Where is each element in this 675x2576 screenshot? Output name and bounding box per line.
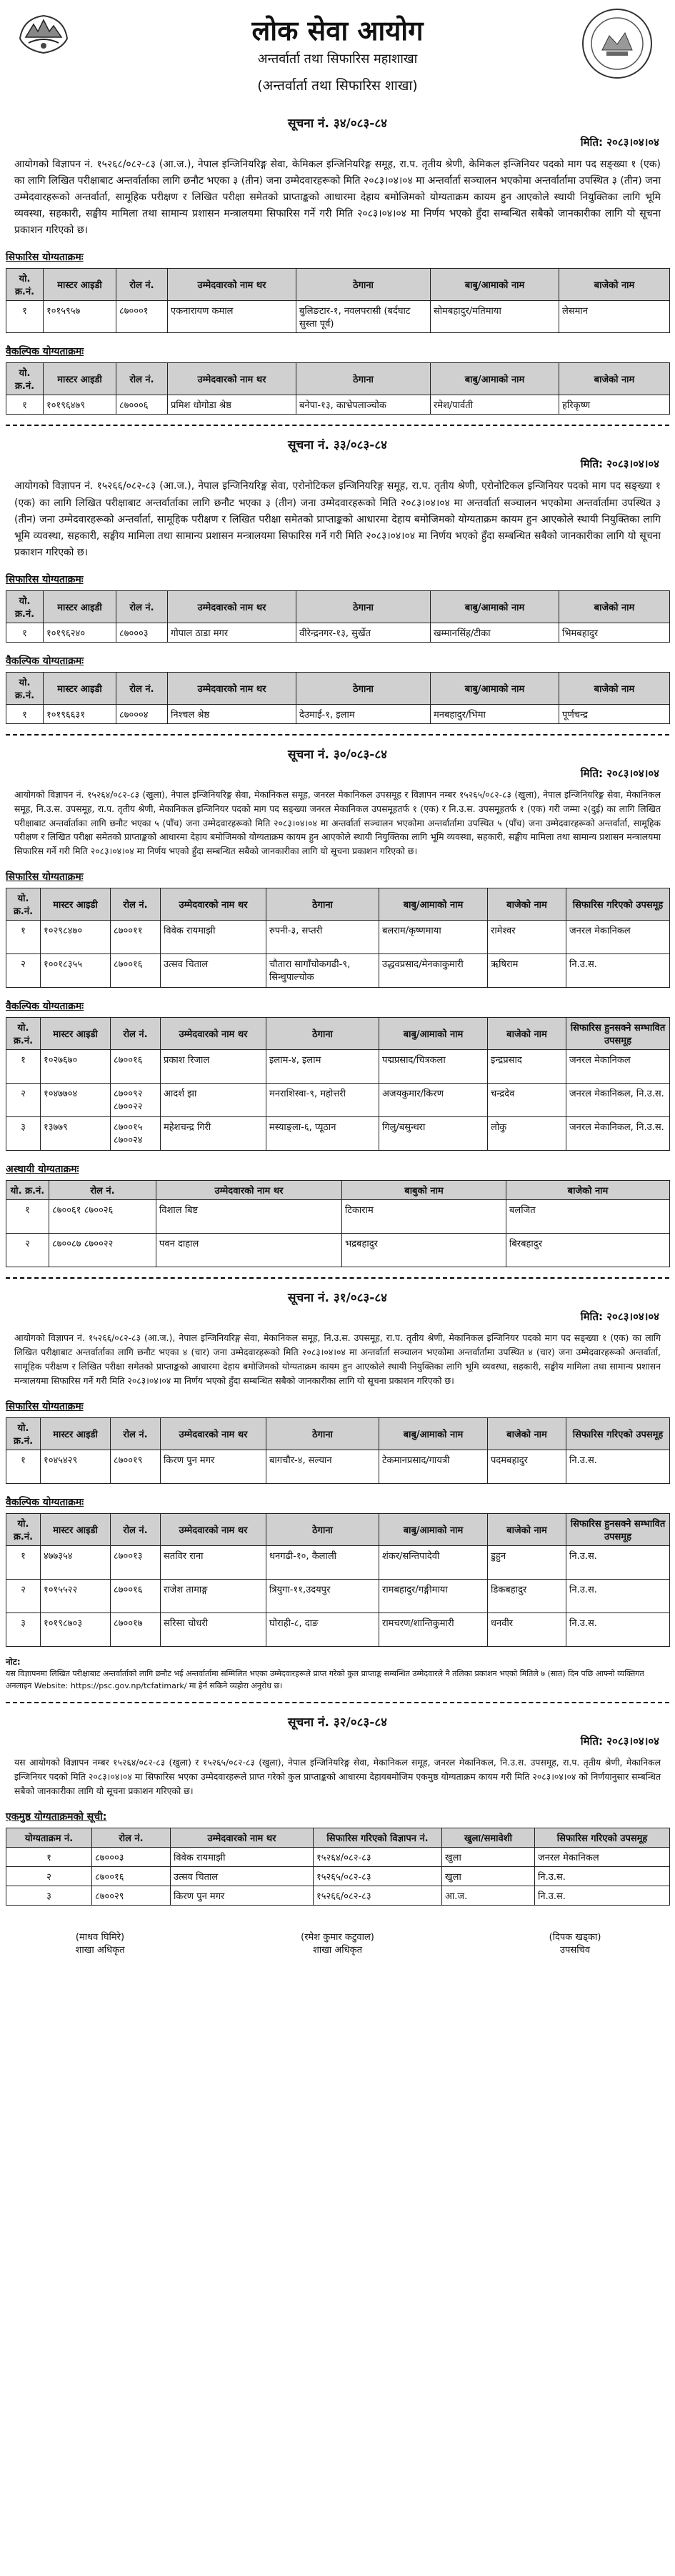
alternate-table <box>6 1017 670 1151</box>
section-label: सिफारिस योग्यताक्रमः <box>6 252 84 264</box>
table-cell: १०१९६४७९ <box>44 395 116 415</box>
table-cell: १ <box>6 1200 49 1234</box>
recommendation-table <box>6 888 670 988</box>
column-header: ठेगाना <box>296 672 431 704</box>
table-cell: १०१९६२४० <box>44 623 116 642</box>
table-cell: जनरल मेकानिकल <box>566 1050 670 1084</box>
column-header: मास्टर आइडी <box>44 363 116 395</box>
column-header: रोल नं. <box>111 1417 161 1450</box>
table-cell: १ <box>6 921 41 954</box>
table-cell: उत्सव चिताल <box>171 1866 314 1886</box>
table-cell: विवेक रायमाझी <box>161 921 266 954</box>
section-divider <box>6 1702 669 1703</box>
table-row <box>6 301 670 333</box>
column-header: बाबु/आमाको नाम <box>379 1018 488 1050</box>
column-header: बाबु/आमाको नाम <box>431 363 559 395</box>
notice-date: मिति: २०८३।०४।०४ <box>580 1735 659 1748</box>
column-header: उम्मेदवारको नाम थर <box>161 1513 266 1545</box>
column-header: खुला/समावेशी <box>442 1828 535 1847</box>
table-row <box>6 1545 670 1579</box>
table-cell: रामचरण/शान्तिकुमारी <box>379 1613 488 1646</box>
table-cell: खुला <box>442 1866 535 1886</box>
table-cell: सोमबहादुर/मतिमाया <box>431 301 559 333</box>
column-header: बाजेको नाम <box>506 1181 670 1200</box>
column-header: मास्टर आइडी <box>44 672 116 704</box>
column-header: बाजेको नाम <box>488 1417 566 1450</box>
column-header: यो. क्र.नं. <box>6 363 44 395</box>
table-cell: खुला <box>442 1847 535 1866</box>
column-header: बाबु/आमाको नाम <box>431 269 559 301</box>
table-cell: टेकमानप्रसाद/गायत्री <box>379 1450 488 1483</box>
table-cell: उत्सव चिताल <box>161 954 266 988</box>
section-divider <box>6 425 669 426</box>
table-cell: ८७००६१ ८७००२६ <box>49 1200 156 1234</box>
table-header-row <box>6 269 670 301</box>
table-cell: ८७००१३ <box>111 1545 161 1579</box>
table-cell: गिलु/बसुन्धरा <box>379 1117 488 1151</box>
notice-title: सूचना नं. ३०/०८३-८४ <box>288 747 387 762</box>
table-cell: १०१५५२२ <box>41 1579 111 1613</box>
column-header: रोल नं. <box>49 1181 156 1200</box>
table-row <box>6 1234 670 1267</box>
table-cell: जनरल मेकानिकल <box>535 1847 670 1866</box>
table-cell: १ <box>6 623 44 642</box>
table-header-row <box>6 672 670 704</box>
table-cell: शंकर/सन्तिपादेवी <box>379 1545 488 1579</box>
column-header: मास्टर आइडी <box>41 1417 111 1450</box>
table-cell: ८७००१६ <box>111 954 161 988</box>
table-header-row <box>6 1181 670 1200</box>
signatory-name: (माधव घिमिरे) <box>75 1931 125 1943</box>
table-cell: किरण पुन मगर <box>171 1886 314 1905</box>
notice-body: आयोगको विज्ञापन नं. १५२६८/०८२-८३ (आ.ज.), नेपाल इन्जिनियरिङ्ग सेवा, केमिकल इन्जिनियरिङ्ग समूह, रा.प. तृतीय श्रेणी, केमिकल इन्जिनियर पदको माग पद सङ्ख्या १ (एक) का लागि लिखित परीक्षाबाट अन्तर्वार्ताका लागि छनौट भएका ३ (तीन) जना उम्मेदवारहरूको मिति २०८३।०४।०४ मा अन्तर्वार्ता सञ्चालन भएकोमा अन्तर्वार्तामा उपस्थित ३ (तीन) जना उम्मेदवारहरूको अन्तर्वार्ता, सामूहिक परीक्षण र लिखित परीक्षा समेतको प्राप्ताङ्कको आधारमा देहाय बमोजिमको योग्यताक्रम कायम हुन आएकोले स्थायी नियुक्तिका लागि भूमि व्यवस्था, सहकारी, सङ्घीय मामिला तथा सामान्य प्रशासन मन्त्रालयमा सिफारिस गर्ने गरी मिति २०८३।०४।०४ मा निर्णय भएको हुँदा सम्बन्धित सबैको जानकारीका लागि यो सूचना प्रकाशन गरिएको छ। <box>14 159 661 237</box>
column-header: बाजेको नाम <box>488 1018 566 1050</box>
table-cell: १५२६६/०८२-८३ <box>314 1886 442 1905</box>
table-row <box>6 1117 670 1151</box>
table-cell: घोराही-८, दाङ <box>266 1613 379 1646</box>
notice-title: सूचना नं. ३१/०८३-८४ <box>288 1291 387 1306</box>
column-header: यो. क्र.नं. <box>6 1018 41 1050</box>
section-label: अस्थायी योग्यताक्रमः <box>6 1164 79 1176</box>
notice-body: यस आयोगको विज्ञापन नम्बर १५२६४/०८२-८३ (खुला) र १५२६५/०८२-८३ (खुला), नेपाल इन्जिनियरिङ्ग सेवा, मेकानिकल समूह, जनरल मेकानिकल, नि.उ.स. उपसमूह, रा.प. तृतीय श्रेणी, मेकानिकल इन्जिनियर पदको मिति २०८३।०४।०४ मा सिफारिस भएका उम्मेदवारहरूले प्राप्त गरेको कुल प्राप्ताङ्कको आधारमा देहायबमोजिम एकमुष्ठ योग्यताक्रम कायम गरी मिति २०८३।०४।०४ को निर्णयानुसार सम्बन्धित सबैको जानकारीका लागि यो सूचना प्रकाशन गरिएको छ। <box>14 1757 661 1796</box>
table-cell: ८७००१७ <box>111 1613 161 1646</box>
column-header: योग्यताक्रम नं. <box>6 1828 92 1847</box>
table-cell: नि.उ.स. <box>566 1613 670 1646</box>
column-header: मास्टर आइडी <box>41 1513 111 1545</box>
table-cell: १५२६४/०८२-८३ <box>314 1847 442 1866</box>
table-cell: ८७००१६ <box>92 1866 171 1886</box>
column-header: रोल नं. <box>92 1828 171 1847</box>
table-cell: बिरबहादुर <box>506 1234 670 1267</box>
table-cell: ३ <box>6 1613 41 1646</box>
column-header: बाबु/आमाको नाम <box>379 1513 488 1545</box>
table-cell: खम्मानसिंह/टीका <box>431 623 559 642</box>
section-label: एकमुष्ठ योग्यताक्रमको सूची: <box>6 1810 107 1823</box>
table-row <box>6 395 670 415</box>
signatory <box>504 1930 646 1956</box>
table-cell: १ <box>6 1545 41 1579</box>
table-cell: ४७७३५४ <box>41 1545 111 1579</box>
table-cell: भद्रबहादुर <box>342 1234 506 1267</box>
column-header: बाजेको नाम <box>488 888 566 921</box>
table-cell: प्रमिश धोगोडा श्रेष्ठ <box>168 395 296 415</box>
table-cell: मनबहादुर/भिमा <box>431 704 559 723</box>
section-label: वैकल्पिक योग्यताक्रमः <box>6 655 84 667</box>
table-cell: २ <box>6 954 41 988</box>
column-header: सिफारिस गरिएको उपसमूह <box>566 888 670 921</box>
column-header: रोल नं. <box>111 1018 161 1050</box>
signatory <box>29 1930 171 1956</box>
table-cell: किरण पुन मगर <box>161 1450 266 1483</box>
table-row <box>6 1084 670 1117</box>
column-header: बाजेको नाम <box>559 590 670 623</box>
notice-title: सूचना नं. ३३/०८३-८४ <box>288 438 387 453</box>
column-header: सिफारिस गरिएको विज्ञापन नं. <box>314 1828 442 1847</box>
table-header-row <box>6 590 670 623</box>
table-cell: एकनारायण कमाल <box>168 301 296 333</box>
table-cell: ३ <box>6 1886 92 1905</box>
table-cell: ८७००८७ ८७००२२ <box>49 1234 156 1267</box>
table-cell: १ <box>6 1847 92 1866</box>
column-header: रोल नं. <box>116 269 168 301</box>
table-header-row <box>6 1513 670 1545</box>
column-header: बाबु/आमाको नाम <box>431 590 559 623</box>
table-cell: विशाल बिष्ट <box>156 1200 342 1234</box>
table-cell: २ <box>6 1866 92 1886</box>
table-cell: उद्धवप्रसाद/मेनकाकुमारी <box>379 954 488 988</box>
table-cell: १०२७६७० <box>41 1050 111 1084</box>
table-cell: २ <box>6 1234 49 1267</box>
column-header: बाजेको नाम <box>559 672 670 704</box>
consolidated-merit-table <box>6 1828 670 1906</box>
table-header-row <box>6 1828 670 1847</box>
signatory-post: शाखा अधिकृत <box>75 1944 125 1956</box>
column-header: मास्टर आइडी <box>44 590 116 623</box>
column-header: बाबु/आमाको नाम <box>379 1417 488 1450</box>
column-header: यो. क्र.नं. <box>6 1417 41 1450</box>
section-label: सिफारिस योग्यताक्रमः <box>6 573 84 585</box>
table-cell: आदर्श झा <box>161 1084 266 1117</box>
table-cell: १५२६५/०८२-८३ <box>314 1866 442 1886</box>
table-cell: २ <box>6 1579 41 1613</box>
table-cell: ८७०००३ <box>92 1847 171 1866</box>
table-cell: बनेपा-१३, काभ्रेपलाञ्चोक <box>296 395 431 415</box>
table-cell: पदमबहादुर <box>488 1450 566 1483</box>
table-row <box>6 1613 670 1646</box>
page-header <box>0 0 675 107</box>
table-cell: जनरल मेकानिकल <box>566 921 670 954</box>
table-cell: हरिकृष्ण <box>559 395 670 415</box>
column-header: उम्मेदवारको नाम थर <box>161 1018 266 1050</box>
signatory <box>266 1930 409 1956</box>
column-header: उम्मेदवारको नाम थर <box>168 363 296 395</box>
table-cell: महेशचन्द्र गिरी <box>161 1117 266 1151</box>
table-row <box>6 1579 670 1613</box>
column-header: उम्मेदवारको नाम थर <box>171 1828 314 1847</box>
table-cell: १०१९६६३१ <box>44 704 116 723</box>
table-cell: १०१९८७०३ <box>41 1613 111 1646</box>
table-cell: १ <box>6 1450 41 1483</box>
commission-title: लोक सेवा आयोग <box>251 15 424 46</box>
table-cell: रमेश/पार्वती <box>431 395 559 415</box>
column-header: उम्मेदवारको नाम थर <box>156 1181 342 1200</box>
table-header-row <box>6 1018 670 1050</box>
column-header: बाबु/आमाको नाम <box>379 888 488 921</box>
bottom-spacer <box>0 1963 675 1977</box>
column-header: ठेगाना <box>266 888 379 921</box>
column-header: रोल नं. <box>116 590 168 623</box>
column-header: सिफारिस हुनसक्ने सम्भावित उपसमूह <box>566 1513 670 1545</box>
table-row <box>6 1847 670 1866</box>
table-cell: इलाम-४, इलाम <box>266 1050 379 1084</box>
alternate-table <box>6 672 670 724</box>
table-cell: पद्मप्रसाद/चित्रकला <box>379 1050 488 1084</box>
table-cell: १ <box>6 395 44 415</box>
table-row <box>6 921 670 954</box>
table-cell: धनगढी-१०, कैलाली <box>266 1545 379 1579</box>
table-row <box>6 1866 670 1886</box>
section-label: सिफारिस योग्यताक्रमः <box>6 1400 84 1412</box>
table-cell: रामेश्वर <box>488 921 566 954</box>
column-header: ठेगाना <box>296 363 431 395</box>
notice-date: मिति: २०८३।०४।०४ <box>580 766 659 780</box>
table-cell: बागचौर-४, सल्यान <box>266 1450 379 1483</box>
table-cell: आ.ज. <box>442 1886 535 1905</box>
table-cell: बलराम/कृष्णमाया <box>379 921 488 954</box>
notice-body: आयोगको विज्ञापन नं. १५२६६/०८२-८३ (आ.ज.), नेपाल इन्जिनियरिङ्ग सेवा, एरोनोटिकल इन्जिनियरिङ्ग समूह, रा.प. तृतीय श्रेणी, एरोनोटिकल इन्जिनियर पदको माग पद सङ्ख्या १ (एक) का लागि लिखित परीक्षाबाट अन्तर्वार्ताका लागि छनौट भएका ३ (तीन) जना उम्मेदवारहरूको मिति २०८३।०४।०४ मा अन्तर्वार्ता सञ्चालन भएकोमा अन्तर्वार्तामा उपस्थित ३ (तीन) जना उम्मेदवारहरूको अन्तर्वार्ता, सामूहिक परीक्षण र लिखित परीक्षा समेतको प्राप्ताङ्कको आधारमा देहाय बमोजिमको योग्यताक्रम कायम हुन आएकोले स्थायी नियुक्तिका लागि भूमि व्यवस्था, सहकारी, सङ्घीय मामिला तथा सामान्य प्रशासन मन्त्रालयमा सिफारिस गर्ने गरी मिति २०८३।०४।०४ मा निर्णय भएको हुँदा सम्बन्धित सबैको जानकारीका लागि यो सूचना प्रकाशन गरिएको छ। <box>14 480 661 558</box>
table-cell: ३ <box>6 1117 41 1151</box>
column-header: मास्टर आइडी <box>41 1018 111 1050</box>
table-cell: नि.उ.स. <box>566 1545 670 1579</box>
table-cell: डिकबहादुर <box>488 1579 566 1613</box>
table-cell: रुपनी-३, सप्तरी <box>266 921 379 954</box>
column-header: सिफारिस हुनसक्ने सम्भावित उपसमूह <box>566 1018 670 1050</box>
column-header: यो. क्र.नं. <box>6 888 41 921</box>
table-cell: देउमाई-१, इलाम <box>296 704 431 723</box>
table-row <box>6 623 670 642</box>
column-header: यो. क्र.नं. <box>6 590 44 623</box>
table-cell: १ <box>6 301 44 333</box>
table-cell: १०४७७०४ <box>41 1084 111 1117</box>
column-header: मास्टर आइडी <box>41 888 111 921</box>
section-label: सिफारिस योग्यताक्रमः <box>6 871 84 883</box>
column-header: सिफारिस गरिएको उपसमूह <box>535 1828 670 1847</box>
table-cell: लोकु <box>488 1117 566 1151</box>
table-cell: ऋषिराम <box>488 954 566 988</box>
column-header: उम्मेदवारको नाम थर <box>168 269 296 301</box>
signatory-post: शाखा अधिकृत <box>312 1944 363 1956</box>
table-cell: इन्द्रप्रसाद <box>488 1050 566 1084</box>
column-header: उम्मेदवारको नाम थर <box>161 888 266 921</box>
alternate-table <box>6 362 670 415</box>
table-cell: ८७०००६ <box>116 395 168 415</box>
recommendation-table <box>6 1417 670 1484</box>
column-header: उम्मेदवारको नाम थर <box>161 1417 266 1450</box>
column-header: रोल नं. <box>116 363 168 395</box>
table-cell: रामबहादुर/गङ्गीमाया <box>379 1579 488 1613</box>
table-cell: १०२९८४७० <box>41 921 111 954</box>
alternate-table <box>6 1513 670 1647</box>
table-cell: सरिसा चोधरी <box>161 1613 266 1646</box>
table-cell: जनरल मेकानिकल, नि.उ.स. <box>566 1117 670 1151</box>
section-label: वैकल्पिक योग्यताक्रमः <box>6 1496 84 1508</box>
section-title: (अन्तर्वार्ता तथा सिफारिस शाखा) <box>257 78 418 94</box>
table-cell: बुलिङटार-१, नवलपरासी (बर्दघाट सुस्ता पूर्व) <box>296 301 431 333</box>
table-cell: १ <box>6 1050 41 1084</box>
table-cell: ८७००१६ <box>111 1050 161 1084</box>
table-header-row <box>6 363 670 395</box>
table-cell: ८७०००४ <box>116 704 168 723</box>
table-cell: सतविर राना <box>161 1545 266 1579</box>
column-header: यो. क्र.नं. <box>6 269 44 301</box>
note-text: यस विज्ञापनमा लिखित परीक्षाबाट अन्तर्वार्ताको लागि छनौट भई अन्तर्वार्तामा सम्मिलित भएका उम्मेदवारहरूले प्राप्त गरेको कुल प्राप्ताङ्क सम्बन्धित उम्मेदवारले नै तलिका प्रकाशन भएको मितिले ७ (सात) दिन पछि आफ्नो व्यक्तिगत अनलाइन Website: https://psc.gov.np/tcfatimark/ मा हेर्न सकिने व्यहोरा अनुरोध छ। <box>6 1669 644 1690</box>
table-cell: पवन दाहाल <box>156 1234 342 1267</box>
table-row <box>6 954 670 988</box>
column-header: रोल नं. <box>111 1513 161 1545</box>
table-cell: चन्द्रदेव <box>488 1084 566 1117</box>
table-cell: मस्याङ्ला-६, प्यूठान <box>266 1117 379 1151</box>
table-header-row <box>6 888 670 921</box>
signatory-name: (रमेश कुमार कटुवाल) <box>301 1931 374 1943</box>
column-header: ठेगाना <box>296 590 431 623</box>
table-cell: निश्चल श्रेष्ठ <box>168 704 296 723</box>
table-cell: अजयकुमार/किरण <box>379 1084 488 1117</box>
signature-block <box>29 1930 646 1956</box>
notice-date: मिति: २०८३।०४।०४ <box>580 136 659 149</box>
notice-date: मिति: २०८३।०४।०४ <box>580 1310 659 1324</box>
table-cell: नि.उ.स. <box>566 1450 670 1483</box>
psc-seal-icon <box>581 7 654 80</box>
table-cell: १ <box>6 704 44 723</box>
table-cell: चौतारा सागाँचोकगढी-९, सिन्धुपाल्चोक <box>266 954 379 988</box>
table-cell: नि.उ.स. <box>566 954 670 988</box>
column-header: सिफारिस गरिएको उपसमूह <box>566 1417 670 1450</box>
section-label: वैकल्पिक योग्यताक्रमः <box>6 346 84 358</box>
section-divider <box>6 1277 669 1279</box>
table-row <box>6 1886 670 1905</box>
table-cell: ८७०००१ <box>116 301 168 333</box>
signatory-name: (दिपक खड्का) <box>549 1931 601 1943</box>
table-row <box>6 1050 670 1084</box>
table-row <box>6 1200 670 1234</box>
column-header: मास्टर आइडी <box>44 269 116 301</box>
table-cell: टिकाराम <box>342 1200 506 1234</box>
column-header: उम्मेदवारको नाम थर <box>168 590 296 623</box>
table-cell: वीरेन्द्रनगर-१३, सुर्खेत <box>296 623 431 642</box>
table-cell: बलजित <box>506 1200 670 1234</box>
table-cell: भिमबहादुर <box>559 623 670 642</box>
table-row <box>6 1450 670 1483</box>
table-cell: पूर्णचन्द्र <box>559 704 670 723</box>
table-cell: विवेक रायमाझी <box>171 1847 314 1866</box>
table-cell: मनराशिस्वा-९, महोत्तरी <box>266 1084 379 1117</box>
table-cell: १००१८३५५ <box>41 954 111 988</box>
table-cell: त्रियुगा-११,उदयपुर <box>266 1579 379 1613</box>
column-header: रोल नं. <box>111 888 161 921</box>
recommendation-table <box>6 590 670 643</box>
column-header: ठेगाना <box>266 1417 379 1450</box>
table-cell: ८७००२९ <box>92 1886 171 1905</box>
column-header: ठेगाना <box>266 1513 379 1545</box>
table-cell: २ <box>6 1084 41 1117</box>
table-cell: डुहुन <box>488 1545 566 1579</box>
table-cell: १३७७९ <box>41 1117 111 1151</box>
column-header: रोल नं. <box>116 672 168 704</box>
column-header: बाजेको नाम <box>559 269 670 301</box>
table-cell: १०४५४२९ <box>41 1450 111 1483</box>
note-block <box>6 1655 669 1693</box>
recommendation-table <box>6 268 670 333</box>
column-header: बाबुको नाम <box>342 1181 506 1200</box>
notice-body: आयोगको विज्ञापन नं. १५२६४/०८२-८३ (खुला), नेपाल इन्जिनियरिङ्ग सेवा, मेकानिकल समूह, जनरल मेकानिकल उपसमूह र विज्ञापन नम्बर १५२६५/०८२-८३ (खुला), नेपाल इन्जिनियरिङ्ग सेवा, मेकानिकल समूह, नि.उ.स. उपसमूह, रा.प. तृतीय श्रेणी, मेकानिकल इन्जिनियर पदको माग पद सङ्ख्या जनरल मेकानिकल उपसमूहतर्फ १ (एक) र नि.उ.स. उपसमूहतर्फ १ (एक) गरी जम्मा २(दुई) का लागि लिखित परीक्षाबाट अन्तर्वार्ताका लागि छनौट भएका ५ (पाँच) जना उम्मेदवारहरूको मिति २०८३।०४।०४ मा अन्तर्वार्ता सञ्चालन भएकोमा अन्तर्वार्तामा उपस्थित ५ (पाँच) जना उम्मेदवारहरूको अन्तर्वार्ता, सामूहिक परीक्षण र लिखित परीक्षा समेतको प्राप्ताङ्कको आधारमा देहाय बमोजिमको योग्यताक्रम कायम हुन आएकोले स्थायी नियुक्तिका लागि भूमि व्यवस्था, सहकारी, सङ्घीय मामिला तथा सामान्य प्रशासन मन्त्रालयमा सिफारिस गर्ने गरी मिति २०८३।०४।०४ मा निर्णय भएको हुँदा सम्बन्धित सबैको जानकारीका लागि यो सूचना प्रकाशन गरिएको छ। <box>14 788 661 857</box>
table-cell: १०१५९५७ <box>44 301 116 333</box>
table-cell: नि.उ.स. <box>566 1579 670 1613</box>
notice-title: सूचना नं. ३२/०८३-८४ <box>288 1715 387 1730</box>
table-cell: ८७००१६ <box>111 1579 161 1613</box>
column-header: यो. क्र.नं. <box>6 1513 41 1545</box>
section-divider <box>6 734 669 735</box>
column-header: बाजेको नाम <box>559 363 670 395</box>
column-header: ठेगाना <box>266 1018 379 1050</box>
table-cell: ८७००९२ ८७००२२ <box>111 1084 161 1117</box>
notice-title: सूचना नं. ३४/०८३-८४ <box>288 117 387 131</box>
table-cell: ८७००११ <box>111 921 161 954</box>
notice-body: आयोगको विज्ञापन नं. १५२६६/०८२-८३ (आ.ज.), नेपाल इन्जिनियरिङ्ग सेवा, मेकानिकल समूह, नि.उ.स. उपसमूह, रा.प. तृतीय श्रेणी, मेकानिकल इन्जिनियर पदको माग पद सङ्ख्या १ (एक) का लागि लिखित परीक्षाबाट अन्तर्वार्ताका लागि छनौट भएका ४ (चार) जना उम्मेदवारहरूको मिति २०८३।०४।०४ मा अन्तर्वार्ता सञ्चालन भएकोमा अन्तर्वार्तामा उपस्थित ४ (चार) जना उम्मेदवारहरूको अन्तर्वार्ता, सामूहिक परीक्षण र लिखित परीक्षा समेतको प्राप्ताङ्कको आधारमा देहाय बमोजिमको योग्यताक्रम कायम हुन आएकोले स्थायी नियुक्तिका लागि भूमि व्यवस्था, सहकारी, सङ्घीय मामिला तथा सामान्य प्रशासन मन्त्रालयमा सिफारिस गर्ने गरी मिति २०८३।०४।०४ मा निर्णय भएको हुँदा सम्बन्धित सबैको जानकारीका लागि यो सूचना प्रकाशन गरिएको छ। <box>14 1332 661 1386</box>
column-header: बाबु/आमाको नाम <box>431 672 559 704</box>
column-header: उम्मेदवारको नाम थर <box>168 672 296 704</box>
table-cell: लेसमान <box>559 301 670 333</box>
table-header-row <box>6 1417 670 1450</box>
notice-date: मिति: २०८३।०४।०४ <box>580 457 659 471</box>
table-cell: ८७०००३ <box>116 623 168 642</box>
division-title: अन्तर्वार्ता तथा सिफारिस महाशाखा <box>257 51 418 66</box>
signatory-post: उपसचिव <box>559 1944 591 1956</box>
section-label: वैकल्पिक योग्यताक्रमः <box>6 1001 84 1013</box>
table-row <box>6 704 670 723</box>
column-header: ठेगाना <box>296 269 431 301</box>
table-cell: जनरल मेकानिकल, नि.उ.स. <box>566 1084 670 1117</box>
table-cell: प्रकाश रिजाल <box>161 1050 266 1084</box>
table-cell: ८७००१९ <box>111 1450 161 1483</box>
table-cell: नि.उ.स. <box>535 1886 670 1905</box>
column-header: यो. क्र.नं. <box>6 672 44 704</box>
table-cell: गोपाल ठाडा मगर <box>168 623 296 642</box>
note-title: नोट: <box>6 1656 21 1667</box>
table-cell: ८७००१५ ८७००२४ <box>111 1117 161 1151</box>
column-header: बाजेको नाम <box>488 1513 566 1545</box>
column-header: यो. क्र.नं. <box>6 1181 49 1200</box>
temporary-table <box>6 1180 670 1267</box>
table-cell: राजेश तामाङ्ग <box>161 1579 266 1613</box>
table-cell: धनवीर <box>488 1613 566 1646</box>
table-cell: नि.उ.स. <box>535 1866 670 1886</box>
